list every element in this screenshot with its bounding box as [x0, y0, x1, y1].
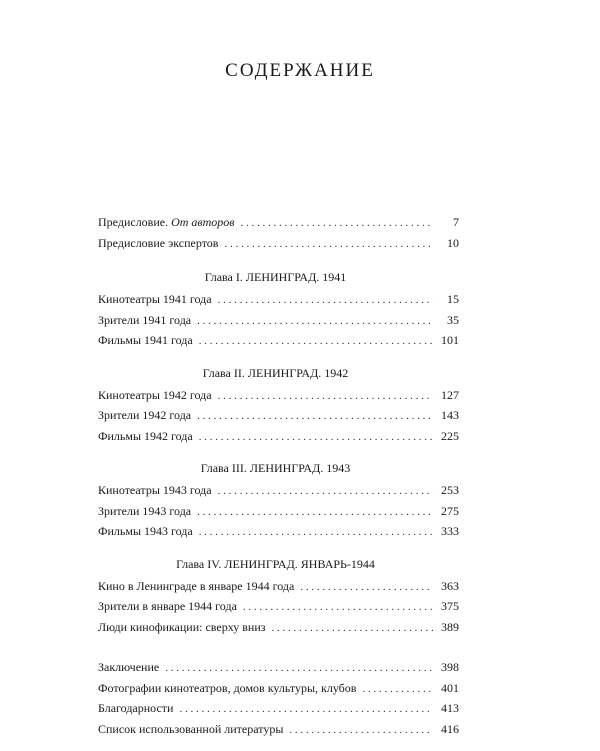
toc-entry[interactable] — [98, 480, 459, 501]
dot-leader — [272, 618, 433, 639]
dot-leader — [218, 290, 433, 311]
table-of-contents — [98, 212, 459, 751]
toc-entry-label: Зрители в январе 1944 года — [98, 599, 237, 613]
toc-entry-page: 416 — [441, 721, 459, 736]
toc-entry-page: 363 — [441, 578, 459, 593]
toc-entry-label: Список использованной литературы — [98, 721, 284, 736]
dot-leader — [241, 213, 433, 234]
toc-entry-label: Фотографии кинотеатров, домов культуры, клубов — [98, 680, 357, 695]
toc-entry[interactable] — [98, 521, 459, 542]
toc-entry-label: Зрители 1943 года — [98, 503, 192, 518]
chapter-heading: Глава III. ЛЕНИНГРАД. 1943 — [200, 461, 351, 475]
toc-entry-label: Кинотеатры 1943 года — [98, 483, 212, 497]
dot-leader — [165, 658, 433, 679]
dot-leader — [199, 331, 433, 352]
toc-entry-page: 143 — [441, 408, 459, 422]
dot-leader — [218, 481, 433, 502]
chapter-heading: Глава I. ЛЕНИНГРАД. 1941 — [204, 270, 347, 284]
toc-entry-label: Фильмы 1941 года — [98, 333, 193, 347]
toc-entry-page: 15 — [447, 292, 459, 306]
page-title: СОДЕРЖАНИЕ — [225, 60, 375, 81]
toc-entry-label: Кино в Ленинграде в январе 1944 года — [98, 578, 295, 593]
dot-leader — [218, 386, 433, 407]
front-matter — [98, 212, 459, 253]
toc-entry-preface-experts[interactable] — [98, 233, 459, 254]
toc-entry[interactable] — [98, 501, 459, 522]
toc-entry-conclusion[interactable] — [98, 657, 459, 678]
dot-leader — [300, 577, 433, 598]
toc-entry[interactable] — [98, 289, 459, 310]
chapter-3 — [98, 458, 459, 542]
toc-entry[interactable] — [98, 576, 459, 597]
section-spacer — [98, 649, 459, 657]
toc-entry-acknowledgements[interactable] — [98, 698, 459, 719]
toc-entry-page: 127 — [441, 387, 459, 402]
toc-entry-page: 413 — [441, 701, 459, 715]
toc-entry-page: 10 — [447, 235, 459, 250]
dot-leader — [362, 679, 433, 700]
dot-leader — [197, 502, 433, 523]
dot-leader — [197, 406, 433, 427]
toc-entry-label: Заключение — [98, 660, 160, 674]
toc-entry-page: 275 — [441, 503, 459, 518]
toc-entry-label: Кинотеатры 1941 года — [98, 292, 212, 306]
toc-entry-page: 333 — [441, 524, 459, 538]
toc-entry-page: 101 — [441, 333, 459, 347]
toc-entry[interactable] — [98, 310, 459, 331]
toc-entry-preface-authors[interactable] — [98, 212, 459, 233]
toc-entry-page: 225 — [441, 428, 459, 443]
toc-entry[interactable] — [98, 596, 459, 617]
toc-entry-label: Фильмы 1942 года — [98, 428, 193, 443]
toc-entry-page: 401 — [441, 680, 459, 695]
back-matter — [98, 657, 459, 739]
dot-leader — [199, 427, 433, 448]
toc-entry-label: Предисловие экспертов — [98, 235, 219, 250]
chapter-heading: Глава II. ЛЕНИНГРАД. 1942 — [202, 365, 349, 380]
dot-leader — [243, 597, 433, 618]
dot-leader — [224, 234, 433, 255]
toc-entry-page: 398 — [441, 660, 459, 674]
dot-leader — [197, 311, 433, 332]
toc-entry-page: 253 — [441, 483, 459, 497]
toc-entry-label: Кинотеатры 1942 года — [98, 387, 212, 402]
chapter-2 — [98, 363, 459, 447]
toc-entry[interactable] — [98, 617, 459, 638]
toc-entry-bibliography[interactable] — [98, 719, 459, 740]
dot-leader — [289, 720, 433, 741]
toc-entry[interactable] — [98, 405, 459, 426]
toc-entry-label: Благодарности — [98, 701, 174, 715]
toc-entry-label: Предисловие. От авторов — [98, 215, 235, 229]
chapter-1 — [98, 267, 459, 351]
toc-entry-page: 35 — [447, 312, 459, 327]
dot-leader — [199, 522, 433, 543]
toc-entry[interactable] — [98, 426, 459, 447]
toc-entry-page: 7 — [453, 215, 459, 229]
toc-entry-page: 389 — [441, 619, 459, 634]
chapter-4 — [98, 554, 459, 638]
toc-entry-label: Фильмы 1943 года — [98, 524, 193, 538]
toc-entry-page: 375 — [441, 599, 459, 613]
toc-entry-label: Люди кинофикации: сверху вниз — [98, 619, 266, 634]
toc-entry[interactable] — [98, 385, 459, 406]
dot-leader — [179, 699, 433, 720]
chapter-heading: Глава IV. ЛЕНИНГРАД. ЯНВАРЬ-1944 — [176, 556, 375, 571]
toc-entry-label: Зрители 1941 года — [98, 312, 192, 327]
toc-entry[interactable] — [98, 330, 459, 351]
toc-entry-label: Зрители 1942 года — [98, 408, 192, 422]
toc-entry-photos[interactable] — [98, 678, 459, 699]
